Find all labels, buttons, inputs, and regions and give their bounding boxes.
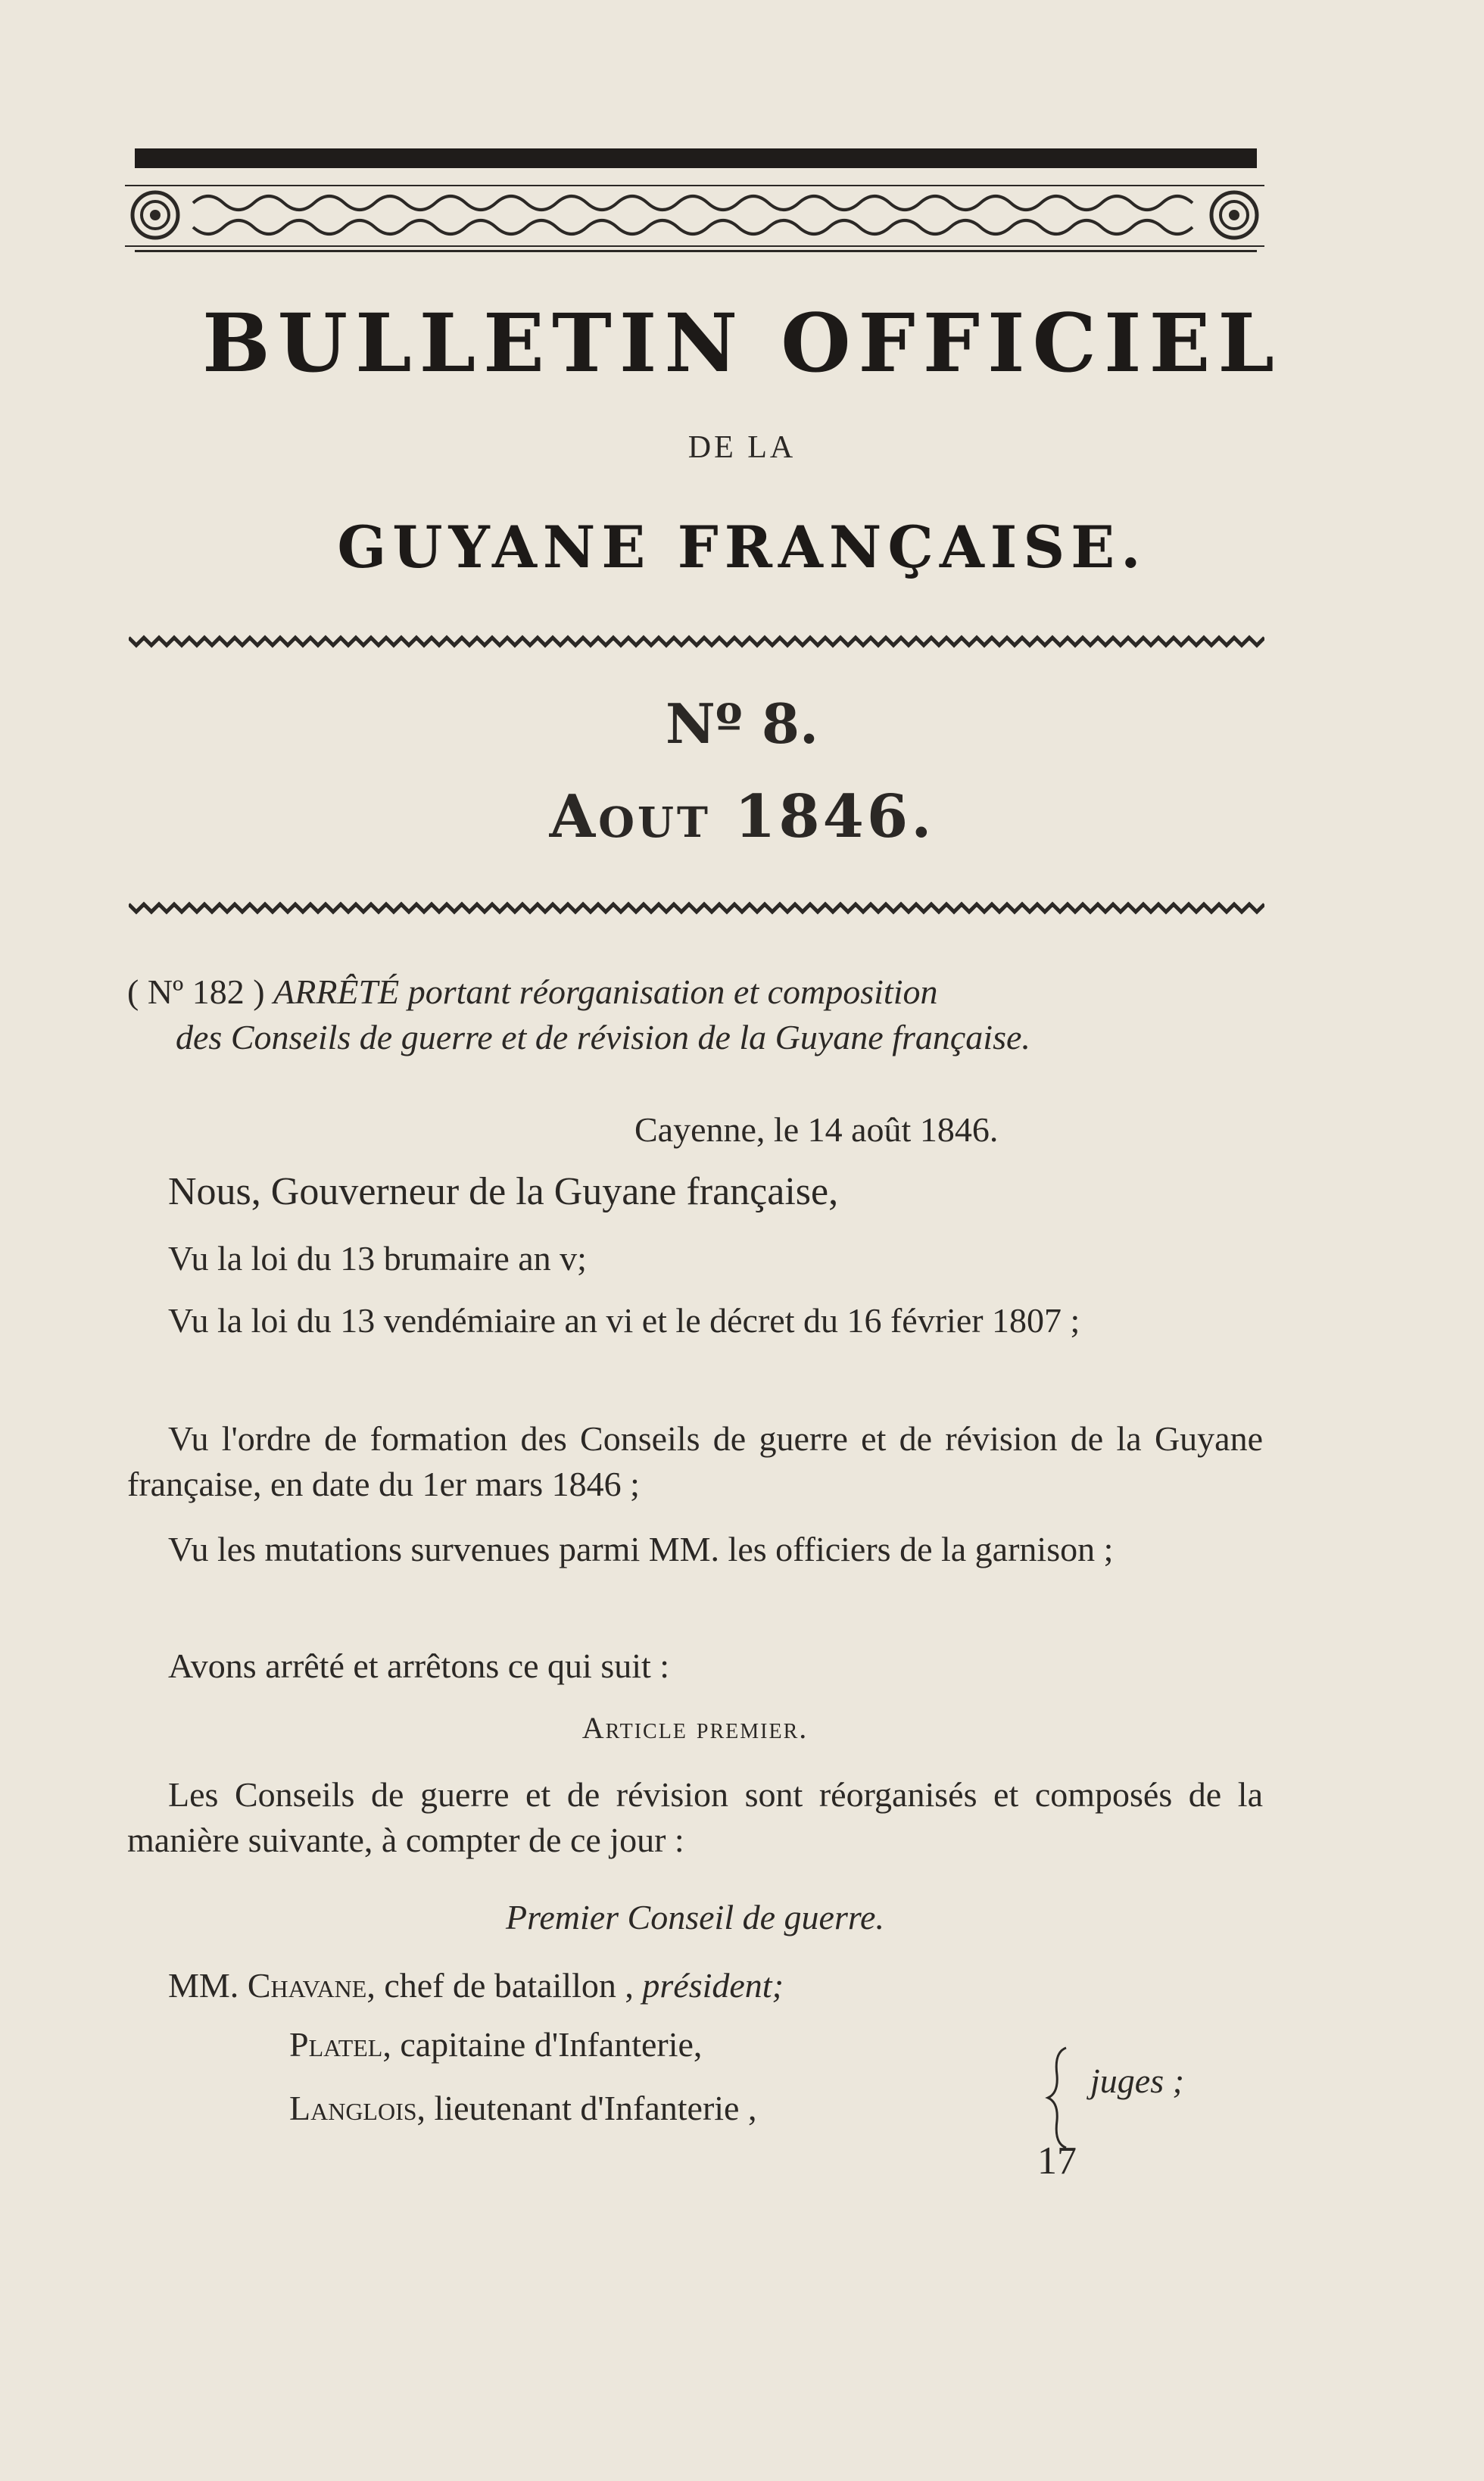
preamble-order: Vu l'ordre de formation des Conseils de guerre et de révision de la Guyane française, en date du 1er mars 1846 ; [127,1419,1263,1503]
member-name: Platel [289,2025,383,2064]
member-row [289,2022,1046,2068]
header-heavy-rule [135,148,1257,168]
issue-date [0,782,1484,851]
header-thin-rule [135,250,1257,252]
enacting-clause: Avons arrêté et arrêtons ce qui suit : [168,1646,670,1685]
zigzag-divider-bottom [129,900,1264,916]
council-heading: Premier Conseil de guerre. [506,1898,884,1936]
decree-title-line1 [127,969,1263,1015]
bulletin-subtitle: GUYANE FRANÇAISE. [337,513,1147,581]
member-role: , chef de bataillon , [366,1966,634,2005]
decree-number: ( Nº 182 ) [127,972,265,1011]
article-text: Les Conseils de guerre et de révision sont réorganisés et composés de la manière suivante, à compter de ce jour : [127,1775,1263,1859]
member-role: , capitaine d'Infanterie, [382,2025,703,2064]
decree-title-text1: ARRÊTÉ portant réorganisation et composition [273,972,938,1011]
bulletin-subtitle-connector: DE LA [687,430,797,465]
member-row [168,1963,1077,2008]
issue-number: Nº 8. [665,691,819,756]
preamble-law-brumaire: Vu la loi du 13 brumaire an v; [168,1239,587,1278]
preamble-mutations: Vu les mutations survenues parmi MM. les officiers de la garnison ; [168,1530,1114,1568]
article-heading: Article premier. [581,1711,809,1745]
member-row [289,2086,1046,2131]
issue-year: 1846. [734,782,935,851]
preamble-law-vendemiaire: Vu la loi du 13 vendémiaire an vi et le décret du 16 février 1807 ; [168,1301,1080,1340]
zigzag-divider-top [129,633,1264,650]
page-number: 17 [1037,2139,1077,2183]
ornament-band [125,180,1264,250]
place-date: Cayenne, le 14 août 1846. [634,1110,999,1149]
member-name: Langlois [289,2089,417,2127]
member-role: , lieutenant d'Infanterie , [416,2089,757,2127]
member-prefix: MM. [168,1966,239,2005]
bulletin-title: BULLETIN OFFICIEL [202,295,1282,390]
brace-mark [1043,2045,1074,2151]
member-title: président; [642,1966,784,2005]
decree-title-line2: des Conseils de guerre et de révision de la Guyane française. [176,1018,1030,1056]
issue-month: Aout [549,782,711,851]
member-name: Chavane [247,1966,367,2005]
judges-label: juges ; [1090,2061,1184,2100]
preamble-governor: Nous, Gouverneur de la Guyane française, [168,1170,839,1213]
